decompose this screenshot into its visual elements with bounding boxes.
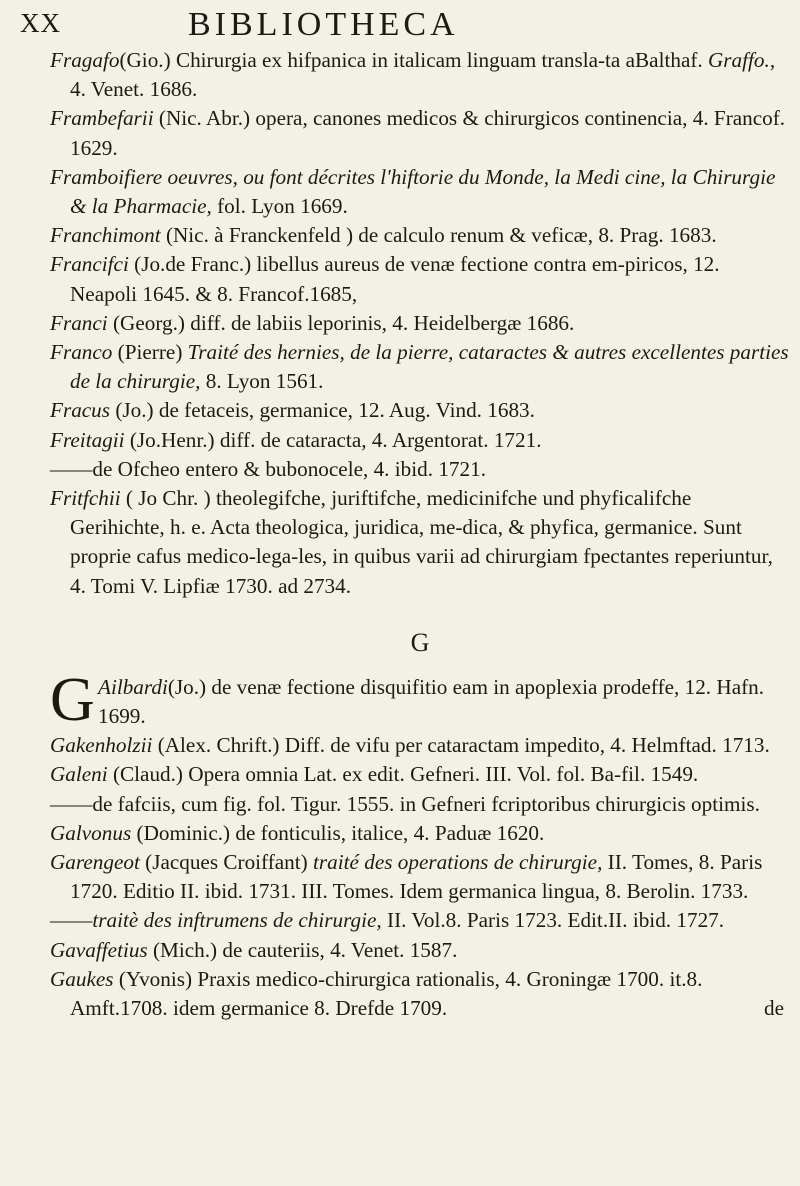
bibliography-entry bbox=[50, 790, 790, 819]
entry-text: (Mich.) de cauteriis, 4. Venet. 1587. bbox=[147, 937, 458, 962]
entry-text: (Jo.) de fetaceis, germanice, 12. Aug. Vind. 1683. bbox=[110, 398, 535, 423]
entry-headword: Gaukes bbox=[50, 966, 114, 991]
entry-text: (Georg.) diff. de labiis leporinis, 4. Heidelbergæ 1686. bbox=[107, 310, 575, 335]
entry-imprint: II. Vol.8. Paris 1723. Edit.II. ibid. 1727. bbox=[381, 908, 725, 933]
bibliography-entry bbox=[50, 760, 790, 789]
entry-headword: Franci bbox=[50, 310, 108, 335]
entry-text: (Dominic.) de fonticulis, italice, 4. Paduæ 1620. bbox=[131, 820, 545, 845]
bibliography-entry bbox=[50, 426, 790, 455]
entry-headword: Galvonus bbox=[50, 820, 132, 845]
bibliography-entry bbox=[50, 819, 790, 848]
entry-imprint: II. Tomes, 8. Paris 1720. Editio II. ibid. 1731. III. Tomes. Idem germanica lingua, 8. Berolin. 1733. bbox=[70, 850, 763, 904]
entry-text: ( Jo Chr. ) theolegifche, juriftifche, medicinifche und phyficalifche Gerihichte, h. e. Acta theologica, juridica, me-dica, & phyfica, germanice. Sunt proprie cafus medico-lega-les, in quibus varii ad chirurgiam fpectantes reperiuntur, 4. Tomi V. Lipfiæ 1730. ad 2734. bbox=[70, 486, 773, 598]
running-head: BIBLIOTHECA bbox=[188, 6, 459, 43]
entry-headword: Gakenholzii bbox=[50, 733, 153, 758]
bibliography-entry bbox=[50, 104, 790, 162]
entry-text: (Yvonis) Praxis medico-chirurgica rationalis, 4. Groningæ 1700. it.8. Amft.1708. idem germanice 8. Drefde 1709. bbox=[70, 966, 703, 1021]
entry-headword: Fracus bbox=[50, 398, 111, 423]
entry-title: Graffo. bbox=[708, 48, 770, 72]
bibliography-entry bbox=[50, 46, 790, 104]
entry-imprint: 8. Lyon 1561. bbox=[200, 369, 324, 394]
entry-text: (Nic. Abr.) opera, canones medicos & chirurgicos continencia, 4. Francof. 1629. bbox=[70, 106, 786, 160]
entry-headword: Franchimont bbox=[50, 223, 161, 248]
section-letter: G bbox=[410, 627, 430, 657]
entry-text: (Pierre) bbox=[112, 340, 188, 365]
entry-imprint: , 4. Venet. 1686. bbox=[70, 48, 776, 102]
entry-title: Traité des hernies, de la pierre, cataractes & autres excellentes parties de la chirurgie, bbox=[70, 340, 789, 394]
entry-text: (Gio.) Chirurgia ex hifpanica in italicam linguam transla-ta aBalthaf. bbox=[119, 48, 708, 72]
bibliography-entry bbox=[50, 338, 790, 396]
bibliography-entry bbox=[50, 221, 790, 250]
entry-text: (Jo.Henr.) diff. de cataracta, 4. Argentorat. 1721. bbox=[124, 427, 542, 452]
entry-headword: Galeni bbox=[50, 762, 108, 787]
entry-headword: Gavaffetius bbox=[50, 937, 148, 962]
bibliography-entry bbox=[50, 396, 790, 425]
entry-headword: Fritfchii bbox=[50, 486, 121, 511]
entry-text: (Jo.de Franc.) libellus aureus de venæ fectione contra em-piricos, 12. Neapoli 1645. & 8. Francof.1685, bbox=[70, 252, 720, 306]
entry-text: fol. Lyon 1669. bbox=[211, 194, 348, 219]
entry-headword: Franco bbox=[50, 340, 113, 365]
bibliography-entry bbox=[50, 848, 790, 906]
entry-text: —— bbox=[50, 908, 93, 933]
bibliography-entry bbox=[50, 309, 790, 338]
bibliography-entry bbox=[50, 163, 790, 221]
entry-headword: Frambefarii bbox=[50, 106, 154, 131]
entry-headword: Freitagii bbox=[50, 427, 125, 452]
bibliography-entry bbox=[50, 250, 790, 308]
entry-headword: Ailbardi bbox=[98, 674, 168, 699]
entry-text: (Nic. à Franckenfeld ) de calculo renum & veficæ, 8. Prag. 1683. bbox=[160, 223, 717, 248]
entry-title: traitè des inftrumens de chirurgie, bbox=[92, 908, 382, 933]
entry-text: ——de Ofcheo entero & bubonocele, 4. ibid. 1721. bbox=[50, 456, 486, 481]
entry-headword: Framboifiere oeuvres, ou font décrites l'hiftorie du Monde, la Medi cine, la Chirurgie & la Pharmacie, bbox=[50, 164, 776, 219]
entry-text: (Jo.) de venæ fectione disquifitio eam in apoplexia prodeffe, 12. Hafn. 1699. bbox=[98, 674, 765, 729]
entry-headword: Francifci bbox=[50, 252, 129, 277]
entry-text: ——de fafciis, cum fig. fol. Tigur. 1555. in Gefneri fcriptoribus chirurgicis optimis. bbox=[50, 791, 760, 816]
bibliography-entry bbox=[50, 455, 790, 484]
entry-text: (Alex. Chrift.) Diff. de vifu per cataractam impedito, 4. Helmftad. 1713. bbox=[152, 733, 770, 758]
entry-headword: Fragafo bbox=[50, 48, 120, 72]
bibliography-entry bbox=[50, 731, 790, 760]
entry-title: traité des operations de chirurgie, bbox=[313, 850, 603, 875]
bibliography-entry bbox=[50, 906, 790, 935]
bibliography-entry bbox=[50, 936, 790, 965]
entry-headword: Garengeot bbox=[50, 850, 140, 875]
bibliography-entry: Gaukes (Yvonis) Praxis medico-chirurgica rationalis, 4. Groningæ 1700. it.8. Amft.1708. idem germanice 8. Drefde 1709. de bbox=[50, 966, 784, 1021]
page-header bbox=[20, 6, 780, 46]
bibliography-entry bbox=[50, 665, 790, 734]
drop-cap: G bbox=[50, 665, 95, 734]
entry-text: (Claud.) Opera omnia Lat. ex edit. Gefneri. III. Vol. fol. Ba-fil. 1549. bbox=[107, 762, 699, 787]
bibliography-entries bbox=[50, 46, 790, 1023]
bibliography-entry bbox=[50, 484, 790, 601]
entry-text: (Jacques Croiffant) bbox=[139, 850, 314, 875]
page-number: XX bbox=[20, 8, 61, 38]
